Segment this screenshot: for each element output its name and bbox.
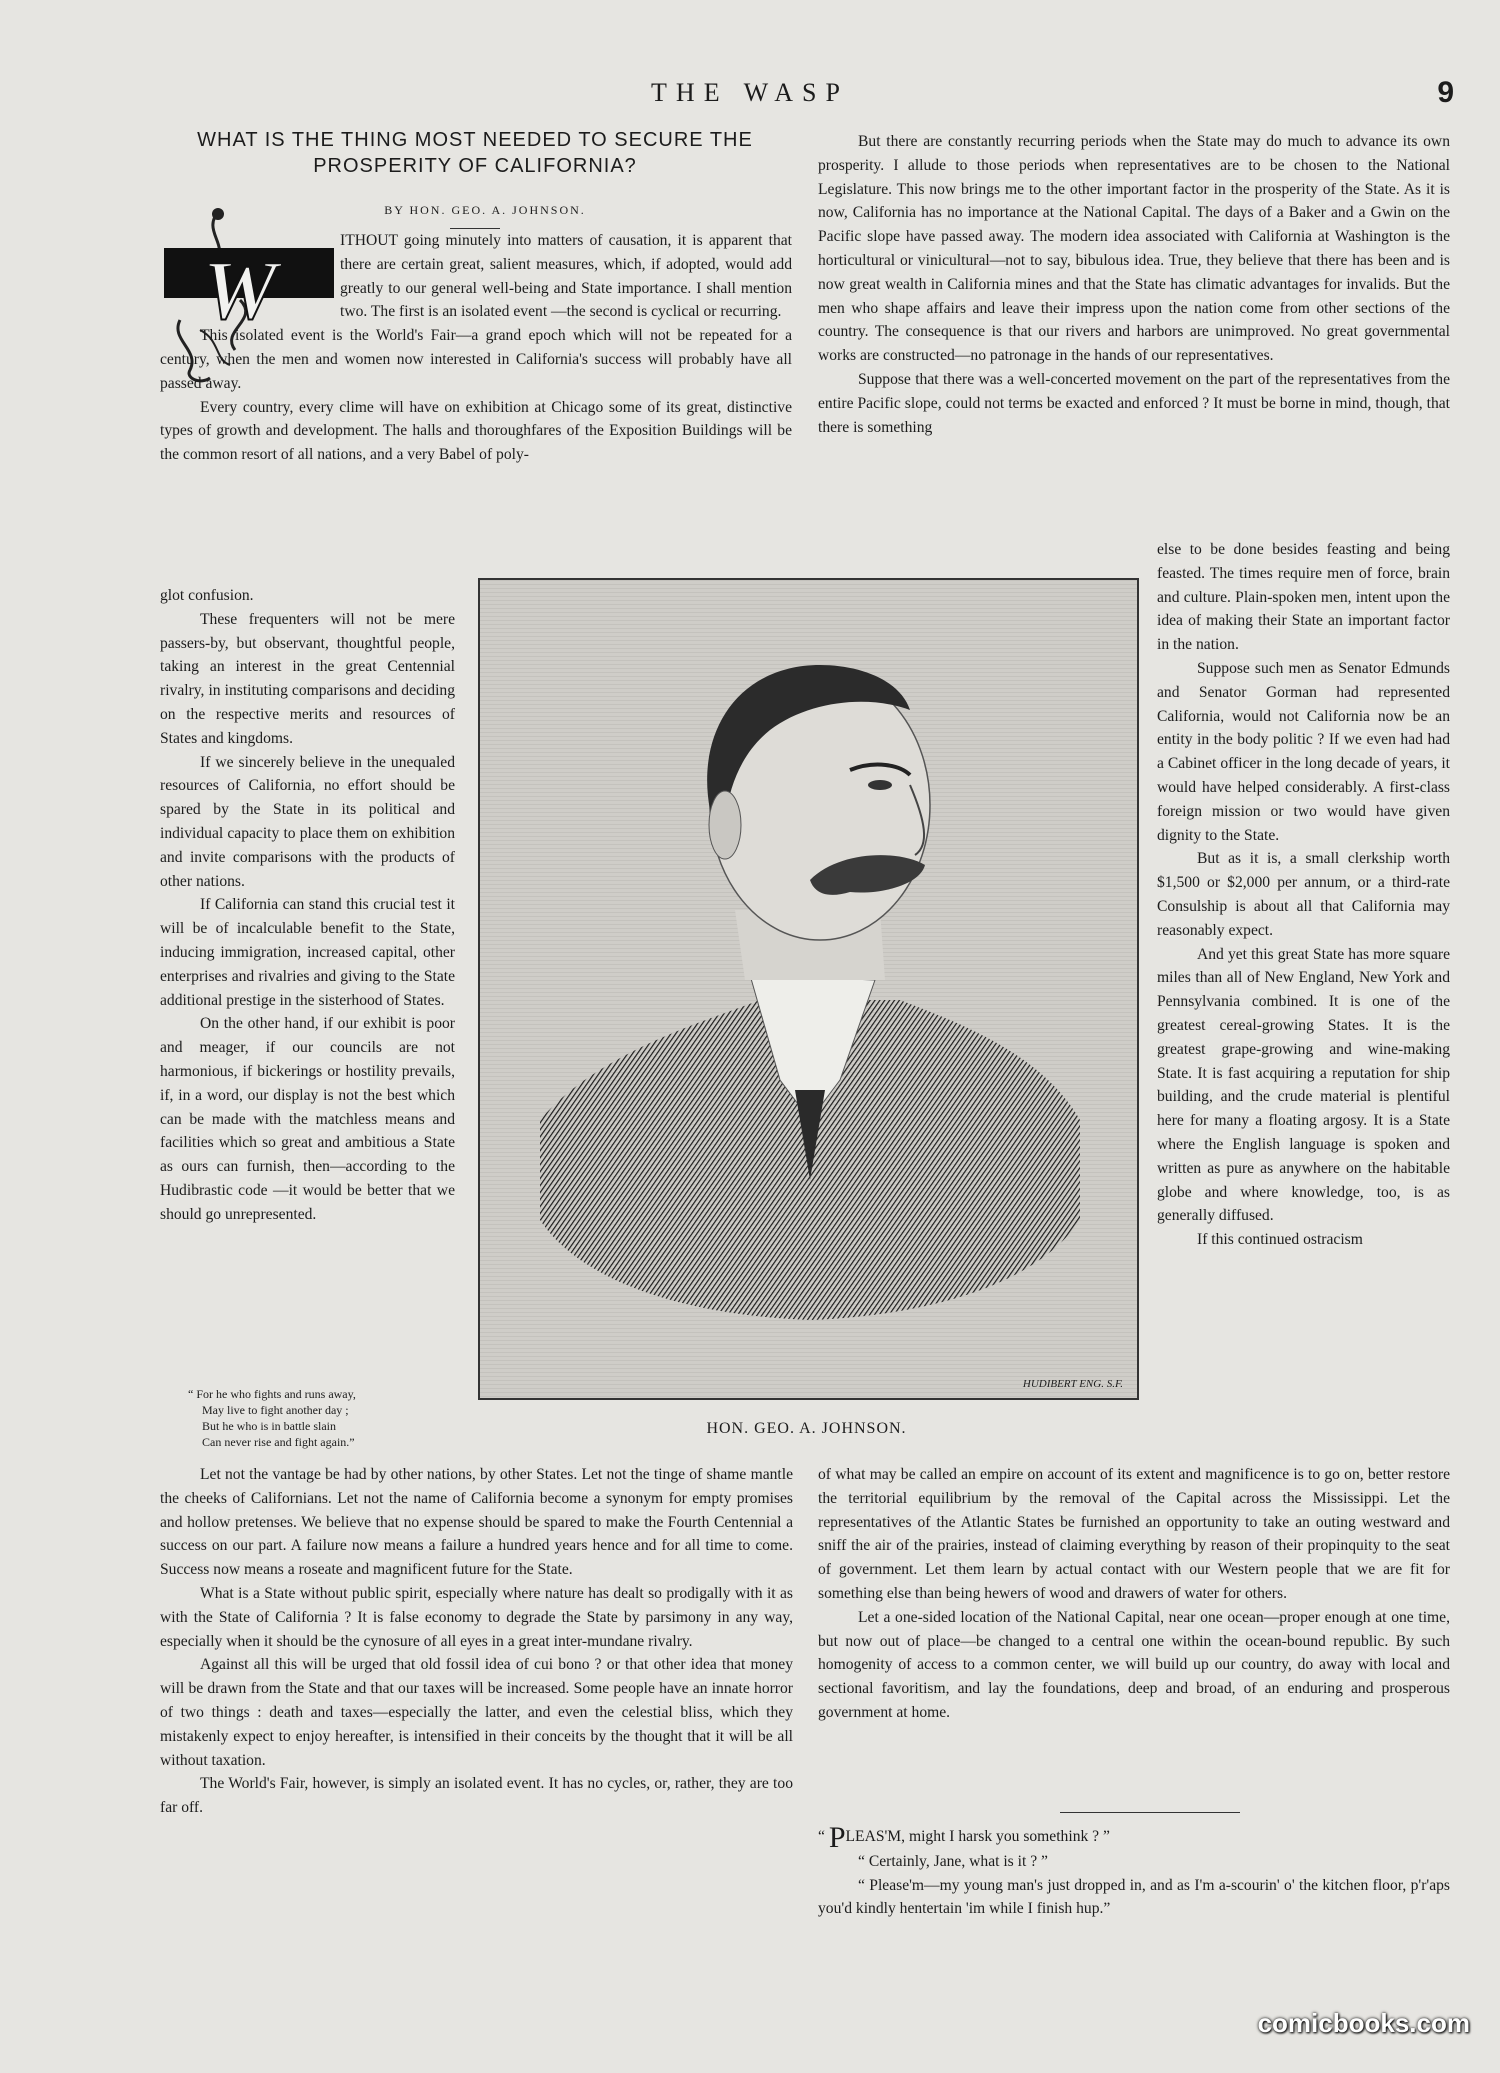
paragraph: of what may be called an empire on account of its extent and magnificence is to go on, better restore the territorial equilibrium by the removal of the Capital across the Mississippi. Let the representatives of the Atlantic States be furnished an opportunity to take an outing westward and sniff the air of the prairies, instead of claiming everything by reason of their propinquity to the seat of government. Let them learn by actual contact with our Western people that we are fit for something else than being hewers of wood and drawers of water for others. (818, 1466, 1450, 1602)
paragraph: Against all this will be urged that old fossil idea of cui bono ? or that other idea that money will be drawn from the State and that our taxes will be increased. Some people have an innate horror of two things : death and taxes—especially the latter, and even the celestial bliss, which they mistakenly expect to enjoy hereafter, is intensified in their conceits by the thought that it will be all without taxation. (160, 1656, 793, 1769)
article-headline (150, 127, 800, 179)
joke-item (818, 1821, 1450, 1921)
portrait-engraving (478, 578, 1139, 1400)
verse-line: But he who is in battle slain (202, 1419, 336, 1433)
article-right-narrow (1157, 538, 1450, 1252)
paragraph: The World's Fair, however, is simply an isolated event. It has no cycles, or, rather, they are too far off. (160, 1775, 793, 1817)
joke-initial: P (828, 1821, 846, 1854)
portrait-illustration (480, 580, 1137, 1398)
paragraph: But as it is, a small clerkship worth $1,500 or $2,000 per annum, or a third-rate Consulship is about all that California may reasonably expect. (1157, 850, 1450, 939)
dropcap-letter: W (202, 244, 278, 337)
joke-line-2: “ Certainly, Jane, what is it ? ” (858, 1852, 1048, 1870)
running-head: THE WASP (651, 78, 849, 107)
verse-line: May live to fight another day ; (202, 1403, 349, 1417)
paragraph: Let not the vantage be had by other nations, by other States. Let not the tinge of shame mantle the cheeks of Californians. Let not the name of California become a synonym for empty promises and hollow pretenses. We believe that no expense should be spared to make the Fourth Centennial a success on our part. A failure now means a failure a hundred years hence and for all time to come. Success now means a roseate and magnificent future for the State. (160, 1466, 793, 1579)
article-right-bottom (818, 1463, 1450, 1725)
paragraph: glot confusion. (160, 587, 254, 604)
page-number: 9 (1437, 76, 1454, 109)
article-left-narrow (160, 584, 455, 1227)
paragraph: But there are constantly recurring periods when the State may do much to advance its own prosperity. I allude to those periods when representatives are to be chosen to the National Legislature. This now brings me to the other important factor in the prosperity of the State. As it is now, California has no importance at the National Capital. The days of a Baker and a Gwin on the Pacific slope have passed away. The modern idea associated with California at Washington is the horticultural or vinicultural—not to say, bibulous idea. True, they believe that there has been and is now great wealth in California mines and that the State has climatic advantages for invalids. But the men who shape affairs and leave their impress upon the nation come from other sections of the country. The consequence is that our rivers and harbors are unimproved. No great governmental works are constructed—no patronage in the hands of our representatives. (818, 133, 1450, 365)
headline-line-1: WHAT IS THE THING MOST NEEDED TO SECURE THE (197, 129, 753, 151)
joke-line-1: LEAS'M, might I harsk you somethink ? ” (845, 1828, 1110, 1845)
verse-line: Can never rise and fight again.” (202, 1435, 355, 1449)
paragraph: If California can stand this crucial test it will be of incalculable benefit to the State, inducing immigration, increased capital, other enterprises and rivalries and giving to the State additional prestige in the sisterhood of States. (160, 896, 455, 1009)
joke-line-3: “ Please'm—my young man's just dropped in, and as I'm a-scourin' o' the kitchen floor, p'r'aps you'd kindly hentertain 'im while I finish hup.” (818, 1876, 1450, 1918)
headline-line-2: PROSPERITY OF CALIFORNIA? (313, 155, 637, 177)
paragraph: This isolated event is the World's Fair—a grand epoch which will not be repeated for a century, when the men and women now interested in California's success will probably have all passed away. (160, 327, 792, 392)
article-byline: BY HON. GEO. A. JOHNSON. (384, 203, 586, 217)
paragraph: These frequenters will not be mere passers-by, but observant, thoughtful people, taking an interest in the great Centennial rivalry, in instituting comparisons and deciding on the respective merits and resources of States and kingdoms. (160, 610, 455, 747)
paragraph: What is a State without public spirit, especially where nature has dealt so prodigally with it as with the State of California ? It is false economy to degrade the State by parsimony in any way, especially when it should be the cynosure of all eyes in a great inter-mundane rivalry. (160, 1584, 793, 1650)
section-rule (1060, 1812, 1240, 1813)
paragraph: If this continued ostracism (1197, 1231, 1363, 1249)
article-right-top (818, 130, 1450, 439)
article-left-top (160, 229, 792, 467)
hudibras-verse (188, 1386, 488, 1450)
paragraph: Suppose such men as Senator Edmunds and Senator Gorman had represented California, would not California now be an entity in the body politic ? If we even had had a Cabinet officer in the long decade of years, it would have helped considerably. A first-class foreign mission or two would have given dignity to the State. (1157, 659, 1450, 844)
paragraph: And yet this great State has more square miles than all of New England, New York and Pennsylvania combined. It is one of the greatest cereal-growing States. It is the greatest grape-growing and wine-making State. It is fast acquiring a reputation for ship building, and the crude material is plentiful here for many a floating argosy. It is a State where the English language is spoken and written as pure as anywhere on the habitable globe and where knowledge, too, is as generally diffused. (1157, 945, 1450, 1225)
joke-line (818, 1821, 1450, 1854)
article-left-bottom (160, 1463, 793, 1820)
engraver-signature: HUDIBERT ENG. S.F. (1022, 1378, 1123, 1390)
paragraph: else to be done besides feasting and being feasted. The times require men of force, brain and culture. Plain-spoken men, intent upon the idea of making their State an important factor in the nation. (1157, 541, 1450, 654)
watermark: comicbooks.com (1257, 2008, 1470, 2038)
verse-line: “ For he who fights and runs away, (188, 1387, 356, 1401)
paragraph: Suppose that there was a well-concerted movement on the part of the representatives from the entire Pacific slope, could not terms be exacted and enforced ? It must be borne in mind, though, that there is something (818, 370, 1450, 436)
paragraph: ITHOUT going minutely into matters of causation, it is apparent that there are certain great, salient measures, which, if adopted, would add greatly to our general well-being and State importance. I shall mention two. The first is an isolated event —the second is cyclical or recurring. (340, 232, 792, 321)
paragraph: Let a one-sided location of the National Capital, near one ocean—proper enough at one time, but now out of place—be changed to a central one within the ocean-bound republic. By such homogenity of access to a common center, we will build up our country, do away with local and sectional favoritism, and lay the foundations, deep and broad, of an enduring and prosperous government at home. (818, 1608, 1450, 1721)
paragraph: Every country, every clime will have on exhibition at Chicago some of its great, distinctive types of growth and development. The halls and thoroughfares of the Exposition Buildings will be the common resort of all nations, and a very Babel of poly- (160, 398, 792, 464)
joke-open-quote: “ (818, 1828, 829, 1845)
portrait-caption: HON. GEO. A. JOHNSON. (706, 1420, 907, 1437)
paragraph: On the other hand, if our exhibit is poor and meager, if our councils are not harmonious, if bickerings or hostility prevails, if, in a word, our display is not the best which can be made with the matchless means and facilities which so great and ambitious a State as ours can furnish, then—according to the Hudibrastic code —it would be better that we should go unrepresented. (160, 1015, 455, 1223)
paragraph: If we sincerely believe in the unequaled resources of California, no effort should be spared by the State in its political and individual capacity to place them on exhibition and invite comparisons with the products of other nations. (160, 753, 455, 890)
